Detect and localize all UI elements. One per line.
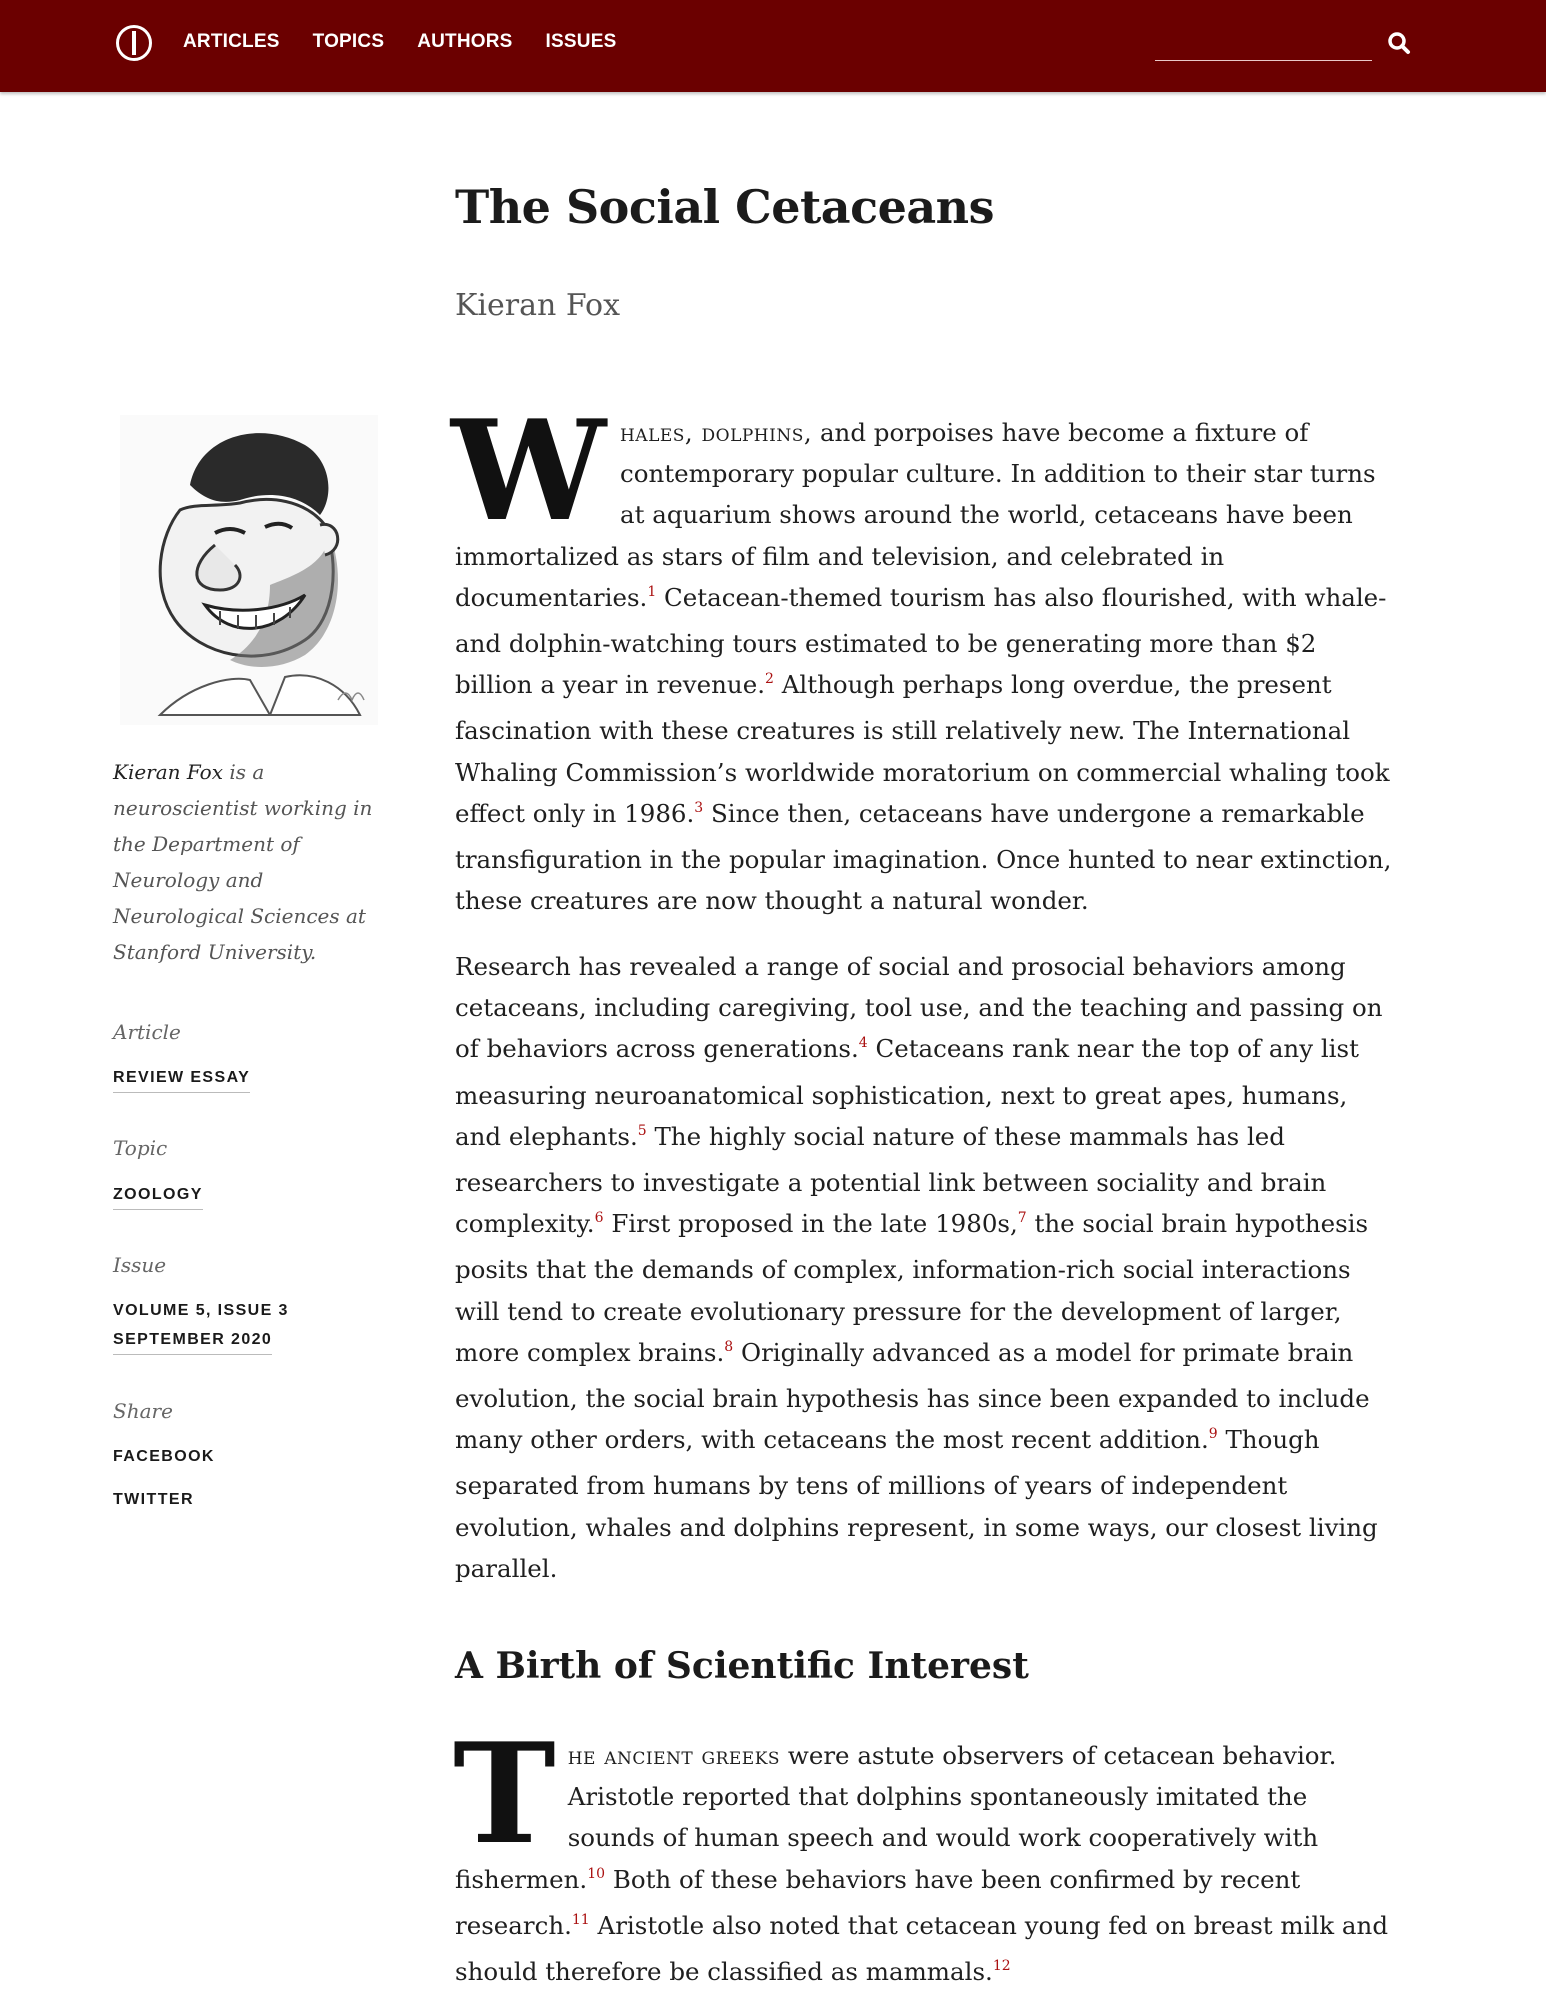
paragraph-text: Research has revealed a range of social and prosocial behaviors among cetaceans, including caregiving, tool use, and the teaching and passing on of behaviors across generations. [455,952,1383,1064]
bio-author-link[interactable]: Kieran Fox [113,760,223,784]
footnote-1[interactable]: 1 [647,583,657,600]
article-paragraph-2 [455,946,1395,1589]
nav-articles[interactable]: ARTICLES [183,31,280,52]
footnote-9[interactable]: 9 [1208,1426,1218,1443]
footnote-2[interactable]: 2 [764,671,774,688]
footnote-6[interactable]: 6 [594,1210,604,1227]
paragraph-text: Though separated from humans by tens of millions of years of independent evolution, whales and dolphins represent, in some ways, our closest living parallel. [455,1425,1378,1583]
paragraph-text: the social brain hypothesis posits that the demands of complex, information-rich social interactions will tend to create evolutionary pressure for the development of larger, more complex brains. [455,1209,1369,1367]
paragraph-text: First proposed in the late 1980s, [603,1209,1018,1239]
paragraph-text: were astute observers of cetacean behavior. Aristotle reported that dolphins spontaneously imitated the sounds of human speech and would work cooperatively with fishermen. [455,1741,1337,1894]
paragraph-text: and porpoises have become a fixture of contemporary popular culture. In addition to their star turns at aquarium shows around the world, cetaceans have been immortalized as stars of film and television, and celebrated in documentaries. [455,418,1376,612]
paragraph-text: Cetacean-themed tourism has also flourished, with whale- and dolphin-watching tours estimated to be generating more than $2 billion a year in revenue. [455,582,1387,700]
dropcap-t: T [453,1712,556,1875]
nav-issues[interactable]: ISSUES [545,31,617,52]
footnote-10[interactable]: 10 [587,1865,606,1882]
paragraph-text: Both of these behaviors have been confirmed by recent research. [455,1864,1301,1940]
issue-link-date[interactable]: SEPTEMBER 2020 [113,1325,272,1355]
article-type-link[interactable]: REVIEW ESSAY [113,1063,250,1093]
article-type-label: Article [113,1020,181,1044]
author-caricature-image [120,415,378,725]
site-logo-icon[interactable] [115,24,153,62]
lead-in-text: he ancient greeks [567,1741,781,1770]
paragraph-text: Aristotle also noted that cetacean young fed on breast milk and should therefore be classified as mammals. [455,1910,1389,1987]
paragraph-text: Although perhaps long overdue, the present fascination with these creatures is still relatively new. The International Whaling Commission’s worldwide moratorium on commercial whaling took effect only in 1986. [455,670,1390,828]
share-twitter-link[interactable]: TWITTER [113,1491,194,1508]
paragraph-text: The highly social nature of these mammals has led researchers to investigate a potential link between sociality and brain complexity. [455,1121,1327,1239]
footnote-5[interactable]: 5 [637,1122,647,1139]
top-navigation-bar [0,0,1546,92]
footnote-7[interactable]: 7 [1017,1210,1027,1227]
search-input[interactable] [1155,60,1372,61]
dropcap-w: W [451,389,606,552]
share-label: Share [113,1399,173,1423]
nav-topics[interactable]: TOPICS [312,31,385,52]
paragraph-text: Originally advanced as a model for primate brain evolution, the social brain hypothesis has since been expanded to include many other orders, with cetaceans the most recent addition. [455,1337,1370,1455]
article-paragraph-3 [453,1712,1395,1997]
footnote-12[interactable]: 12 [992,1958,1011,1975]
nav-authors[interactable]: AUTHORS [417,31,513,52]
footnote-11[interactable]: 11 [571,1911,590,1928]
section-heading: A Birth of Scientific Interest [455,1645,1029,1687]
paragraph-text: Since then, cetaceans have undergone a remarkable transfiguration in the popular imagination. Once hunted to near extinction, these creatures are now thought a natural wonder. [455,798,1392,916]
author-bio [113,754,375,970]
footnote-8[interactable]: 8 [724,1338,734,1355]
search-icon[interactable] [1386,30,1412,56]
paragraph-text: Cetaceans rank near the top of any list measuring neuroanatomical sophistication, next to great apes, humans, and elephants. [455,1034,1359,1151]
issue-link-volume[interactable]: VOLUME 5, ISSUE 3 [113,1302,289,1319]
article-paragraph-1 [451,389,1395,921]
footnote-3[interactable]: 3 [694,799,704,816]
footnote-4[interactable]: 4 [858,1035,868,1052]
topic-link[interactable]: ZOOLOGY [113,1180,203,1210]
main-nav [183,0,649,84]
issue-label: Issue [113,1253,167,1277]
author-byline[interactable]: Kieran Fox [455,288,620,323]
page-title: The Social Cetaceans [455,180,994,234]
topic-label: Topic [113,1136,168,1160]
lead-in-text: hales, dolphins, [619,418,813,447]
bio-text: is a neuroscientist working in the Department of Neurology and Neurological Sciences at Stanford University. [113,760,373,964]
share-facebook-link[interactable]: FACEBOOK [113,1448,215,1465]
